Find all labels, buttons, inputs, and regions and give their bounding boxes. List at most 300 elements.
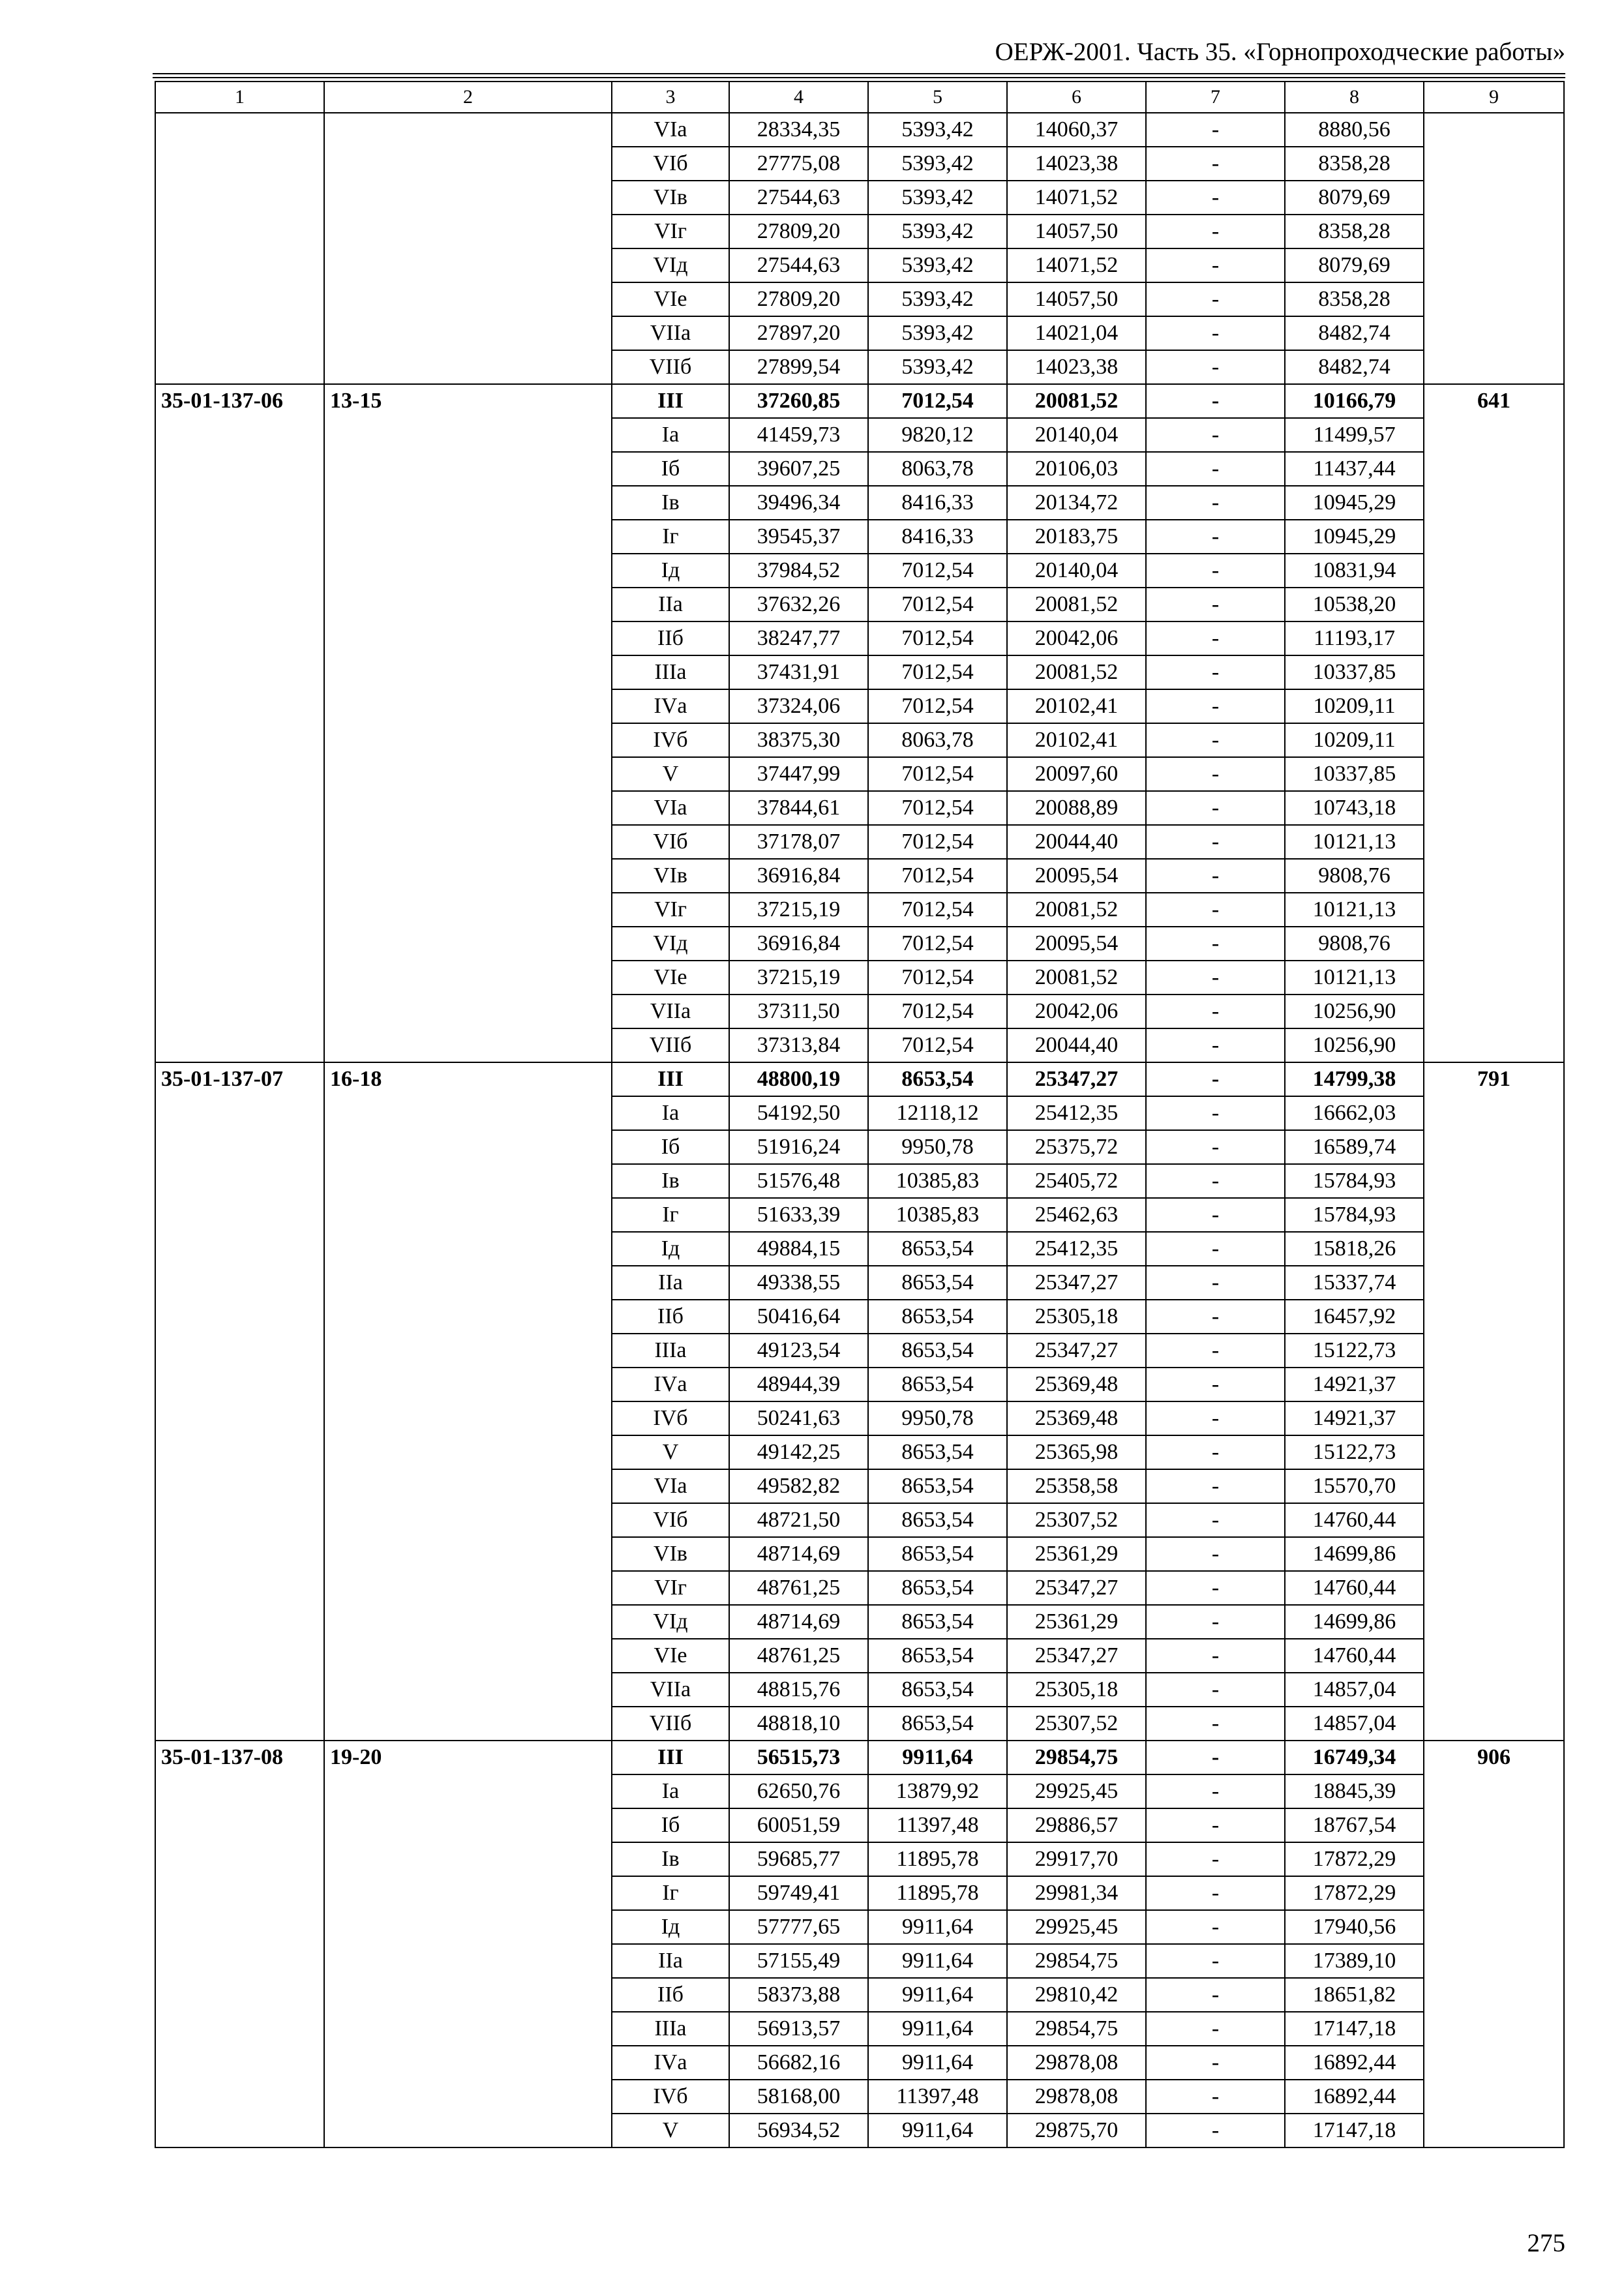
machinists-wages-cell: - — [1146, 825, 1285, 859]
header-rule — [153, 73, 1565, 74]
materials-cell: 17389,10 — [1285, 1944, 1424, 1978]
materials-cell: 15122,73 — [1285, 1435, 1424, 1469]
wages-cell: 7012,54 — [868, 791, 1007, 825]
wages-cell: 5393,42 — [868, 316, 1007, 350]
machines-cell: 29810,42 — [1007, 1978, 1146, 2012]
wages-cell: 9911,64 — [868, 1741, 1007, 1774]
wages-cell: 5393,42 — [868, 350, 1007, 384]
machinists-wages-cell: - — [1146, 2012, 1285, 2046]
wages-cell: 8653,54 — [868, 1571, 1007, 1605]
wages-cell: 7012,54 — [868, 689, 1007, 723]
wages-cell: 5393,42 — [868, 181, 1007, 215]
zone-cell: IVб — [612, 2080, 729, 2114]
total-cost-cell: 27899,54 — [729, 350, 868, 384]
wages-cell: 8063,78 — [868, 452, 1007, 486]
zone-cell: VIе — [612, 282, 729, 316]
machinists-wages-cell: - — [1146, 995, 1285, 1028]
wages-cell: 7012,54 — [868, 927, 1007, 961]
total-cost-cell: 37324,06 — [729, 689, 868, 723]
machines-cell: 25347,27 — [1007, 1571, 1146, 1605]
machines-cell: 25369,48 — [1007, 1368, 1146, 1401]
machinists-wages-cell: - — [1146, 1842, 1285, 1876]
machinists-wages-cell: - — [1146, 1028, 1285, 1062]
materials-cell: 8880,56 — [1285, 113, 1424, 147]
machines-cell: 25405,72 — [1007, 1164, 1146, 1198]
column-number-cell: 5 — [868, 82, 1007, 113]
materials-cell: 15337,74 — [1285, 1266, 1424, 1300]
wages-cell: 5393,42 — [868, 215, 1007, 248]
zone-cell: VIIб — [612, 1028, 729, 1062]
machines-cell: 25361,29 — [1007, 1537, 1146, 1571]
materials-cell: 9808,76 — [1285, 859, 1424, 893]
machinists-wages-cell: - — [1146, 1469, 1285, 1503]
machinists-wages-cell: - — [1146, 452, 1285, 486]
materials-cell: 16892,44 — [1285, 2046, 1424, 2080]
table-row — [155, 384, 1564, 418]
zone-cell: VIе — [612, 1639, 729, 1673]
wages-cell: 7012,54 — [868, 825, 1007, 859]
machinists-wages-cell: - — [1146, 316, 1285, 350]
machines-cell: 20140,04 — [1007, 418, 1146, 452]
machines-cell: 25375,72 — [1007, 1130, 1146, 1164]
rate-cell: 791 — [1424, 1062, 1564, 1741]
wages-cell: 5393,42 — [868, 113, 1007, 147]
materials-cell: 10538,20 — [1285, 588, 1424, 621]
wages-cell: 7012,54 — [868, 859, 1007, 893]
zone-cell: Iа — [612, 1096, 729, 1130]
materials-cell: 16662,03 — [1285, 1096, 1424, 1130]
column-number-cell: 8 — [1285, 82, 1424, 113]
total-cost-cell: 49582,82 — [729, 1469, 868, 1503]
wages-cell: 7012,54 — [868, 588, 1007, 621]
machines-cell: 29854,75 — [1007, 1944, 1146, 1978]
machines-cell: 20042,06 — [1007, 995, 1146, 1028]
machinists-wages-cell: - — [1146, 588, 1285, 621]
machinists-wages-cell: - — [1146, 1164, 1285, 1198]
machines-cell: 25307,52 — [1007, 1707, 1146, 1741]
machinists-wages-cell: - — [1146, 1639, 1285, 1673]
wages-cell: 8653,54 — [868, 1062, 1007, 1096]
machines-cell: 20097,60 — [1007, 757, 1146, 791]
materials-cell: 10945,29 — [1285, 486, 1424, 520]
materials-cell: 10831,94 — [1285, 554, 1424, 588]
total-cost-cell: 37178,07 — [729, 825, 868, 859]
total-cost-cell: 54192,50 — [729, 1096, 868, 1130]
machinists-wages-cell: - — [1146, 1096, 1285, 1130]
zone-cell: Iд — [612, 554, 729, 588]
machines-cell: 20102,41 — [1007, 723, 1146, 757]
materials-cell: 8358,28 — [1285, 282, 1424, 316]
materials-cell: 16589,74 — [1285, 1130, 1424, 1164]
total-cost-cell: 50241,63 — [729, 1401, 868, 1435]
total-cost-cell: 37260,85 — [729, 384, 868, 418]
wages-cell: 7012,54 — [868, 995, 1007, 1028]
machines-cell: 20106,03 — [1007, 452, 1146, 486]
machinists-wages-cell: - — [1146, 961, 1285, 995]
total-cost-cell: 48800,19 — [729, 1062, 868, 1096]
machines-cell: 20095,54 — [1007, 859, 1146, 893]
machines-cell: 29925,45 — [1007, 1774, 1146, 1808]
total-cost-cell: 48714,69 — [729, 1537, 868, 1571]
machines-cell: 14023,38 — [1007, 147, 1146, 181]
column-number-cell: 1 — [155, 82, 324, 113]
machinists-wages-cell: - — [1146, 1503, 1285, 1537]
code-cell: 35-01-137-07 — [155, 1062, 324, 1741]
machines-cell: 20044,40 — [1007, 1028, 1146, 1062]
machines-cell: 25365,98 — [1007, 1435, 1146, 1469]
total-cost-cell: 49884,15 — [729, 1232, 868, 1266]
machinists-wages-cell: - — [1146, 1130, 1285, 1164]
materials-cell: 14760,44 — [1285, 1571, 1424, 1605]
machinists-wages-cell: - — [1146, 689, 1285, 723]
wages-cell: 9911,64 — [868, 1978, 1007, 2012]
total-cost-cell: 37313,84 — [729, 1028, 868, 1062]
total-cost-cell: 27775,08 — [729, 147, 868, 181]
machinists-wages-cell: - — [1146, 1605, 1285, 1639]
zone-cell: VIIа — [612, 995, 729, 1028]
wages-cell: 12118,12 — [868, 1096, 1007, 1130]
total-cost-cell: 37447,99 — [729, 757, 868, 791]
column-number-cell: 6 — [1007, 82, 1146, 113]
machinists-wages-cell: - — [1146, 1944, 1285, 1978]
zone-cell: VIб — [612, 147, 729, 181]
machinists-wages-cell: - — [1146, 1876, 1285, 1910]
wages-cell: 7012,54 — [868, 655, 1007, 689]
machinists-wages-cell: - — [1146, 1774, 1285, 1808]
zone-cell: VIв — [612, 181, 729, 215]
total-cost-cell: 37431,91 — [729, 655, 868, 689]
machinists-wages-cell: - — [1146, 723, 1285, 757]
wages-cell: 9911,64 — [868, 2046, 1007, 2080]
machinists-wages-cell: - — [1146, 1435, 1285, 1469]
machinists-wages-cell: - — [1146, 1537, 1285, 1571]
machines-cell: 29886,57 — [1007, 1808, 1146, 1842]
wages-cell: 5393,42 — [868, 282, 1007, 316]
wages-cell: 9911,64 — [868, 2012, 1007, 2046]
total-cost-cell: 56515,73 — [729, 1741, 868, 1774]
machinists-wages-cell: - — [1146, 893, 1285, 927]
zone-cell: IVа — [612, 1368, 729, 1401]
wages-cell: 7012,54 — [868, 893, 1007, 927]
wages-cell: 11397,48 — [868, 1808, 1007, 1842]
machinists-wages-cell: - — [1146, 1062, 1285, 1096]
wages-cell: 8063,78 — [868, 723, 1007, 757]
machines-cell: 29854,75 — [1007, 1741, 1146, 1774]
page-number: 275 — [1527, 2229, 1565, 2257]
total-cost-cell: 37311,50 — [729, 995, 868, 1028]
wages-cell: 10385,83 — [868, 1198, 1007, 1232]
wages-cell: 11895,78 — [868, 1842, 1007, 1876]
wages-cell: 5393,42 — [868, 248, 1007, 282]
zone-cell: V — [612, 2114, 729, 2147]
machinists-wages-cell: - — [1146, 1266, 1285, 1300]
machinists-wages-cell: - — [1146, 1232, 1285, 1266]
machines-cell: 25412,35 — [1007, 1232, 1146, 1266]
wages-cell: 9911,64 — [868, 2114, 1007, 2147]
materials-cell: 16749,34 — [1285, 1741, 1424, 1774]
ref-cell: 16-18 — [324, 1062, 612, 1741]
wages-cell: 8653,54 — [868, 1469, 1007, 1503]
machines-cell: 25369,48 — [1007, 1401, 1146, 1435]
zone-cell: VIа — [612, 1469, 729, 1503]
materials-cell: 8482,74 — [1285, 316, 1424, 350]
materials-cell: 8482,74 — [1285, 350, 1424, 384]
machines-cell: 25358,58 — [1007, 1469, 1146, 1503]
total-cost-cell: 56682,16 — [729, 2046, 868, 2080]
zone-cell: Iа — [612, 418, 729, 452]
rates-table — [155, 81, 1565, 2148]
wages-cell: 7012,54 — [868, 621, 1007, 655]
materials-cell: 14760,44 — [1285, 1639, 1424, 1673]
machines-cell: 29878,08 — [1007, 2080, 1146, 2114]
zone-cell: VIIа — [612, 1673, 729, 1707]
zone-cell: VIг — [612, 893, 729, 927]
total-cost-cell: 56913,57 — [729, 2012, 868, 2046]
zone-cell: IIа — [612, 1944, 729, 1978]
materials-cell: 18767,54 — [1285, 1808, 1424, 1842]
zone-cell: III — [612, 384, 729, 418]
machinists-wages-cell: - — [1146, 554, 1285, 588]
zone-cell: VIд — [612, 1605, 729, 1639]
column-number-cell: 4 — [729, 82, 868, 113]
zone-cell: IVа — [612, 689, 729, 723]
materials-cell: 18845,39 — [1285, 1774, 1424, 1808]
zone-cell: VIд — [612, 248, 729, 282]
machinists-wages-cell: - — [1146, 859, 1285, 893]
total-cost-cell: 37215,19 — [729, 961, 868, 995]
wages-cell: 8653,54 — [868, 1707, 1007, 1741]
zone-cell: V — [612, 757, 729, 791]
materials-cell: 11193,17 — [1285, 621, 1424, 655]
machines-cell: 25462,63 — [1007, 1198, 1146, 1232]
total-cost-cell: 49142,25 — [729, 1435, 868, 1469]
wages-cell: 8653,54 — [868, 1300, 1007, 1334]
machines-cell: 14021,04 — [1007, 316, 1146, 350]
column-number-cell: 7 — [1146, 82, 1285, 113]
wages-cell: 8653,54 — [868, 1639, 1007, 1673]
total-cost-cell: 28334,35 — [729, 113, 868, 147]
table-row — [155, 113, 1564, 147]
materials-cell: 10121,13 — [1285, 893, 1424, 927]
zone-cell: Iб — [612, 452, 729, 486]
wages-cell: 9820,12 — [868, 418, 1007, 452]
ref-cell — [324, 113, 612, 384]
machines-cell: 25361,29 — [1007, 1605, 1146, 1639]
machinists-wages-cell: - — [1146, 520, 1285, 554]
wages-cell: 11895,78 — [868, 1876, 1007, 1910]
materials-cell: 16892,44 — [1285, 2080, 1424, 2114]
total-cost-cell: 48714,69 — [729, 1605, 868, 1639]
machines-cell: 20081,52 — [1007, 588, 1146, 621]
machinists-wages-cell: - — [1146, 2080, 1285, 2114]
materials-cell: 10337,85 — [1285, 757, 1424, 791]
materials-cell: 14699,86 — [1285, 1605, 1424, 1639]
zone-cell: IVб — [612, 723, 729, 757]
zone-cell: VIIб — [612, 350, 729, 384]
total-cost-cell: 39607,25 — [729, 452, 868, 486]
machines-cell: 20183,75 — [1007, 520, 1146, 554]
zone-cell: VIв — [612, 1537, 729, 1571]
total-cost-cell: 48761,25 — [729, 1639, 868, 1673]
wages-cell: 5393,42 — [868, 147, 1007, 181]
machinists-wages-cell: - — [1146, 1673, 1285, 1707]
wages-cell: 8653,54 — [868, 1266, 1007, 1300]
zone-cell: IIIа — [612, 1334, 729, 1368]
zone-cell: Iг — [612, 1876, 729, 1910]
rate-cell: 641 — [1424, 384, 1564, 1062]
machines-cell: 14057,50 — [1007, 215, 1146, 248]
machinists-wages-cell: - — [1146, 113, 1285, 147]
machinists-wages-cell: - — [1146, 1808, 1285, 1842]
machinists-wages-cell: - — [1146, 2114, 1285, 2147]
machines-cell: 25307,52 — [1007, 1503, 1146, 1537]
total-cost-cell: 27544,63 — [729, 248, 868, 282]
total-cost-cell: 37632,26 — [729, 588, 868, 621]
materials-cell: 18651,82 — [1285, 1978, 1424, 2012]
materials-cell: 10209,11 — [1285, 689, 1424, 723]
zone-cell: VIа — [612, 791, 729, 825]
machinists-wages-cell: - — [1146, 418, 1285, 452]
machines-cell: 20042,06 — [1007, 621, 1146, 655]
total-cost-cell: 56934,52 — [729, 2114, 868, 2147]
materials-cell: 8358,28 — [1285, 215, 1424, 248]
materials-cell: 17147,18 — [1285, 2114, 1424, 2147]
materials-cell: 17872,29 — [1285, 1876, 1424, 1910]
total-cost-cell: 38375,30 — [729, 723, 868, 757]
machines-cell: 25347,27 — [1007, 1062, 1146, 1096]
total-cost-cell: 58373,88 — [729, 1978, 868, 2012]
machines-cell: 20044,40 — [1007, 825, 1146, 859]
materials-cell: 15570,70 — [1285, 1469, 1424, 1503]
zone-cell: IVа — [612, 2046, 729, 2080]
materials-cell: 10945,29 — [1285, 520, 1424, 554]
materials-cell: 11499,57 — [1285, 418, 1424, 452]
zone-cell: IIа — [612, 1266, 729, 1300]
wages-cell: 8416,33 — [868, 486, 1007, 520]
wages-cell: 9911,64 — [868, 1910, 1007, 1944]
wages-cell: 7012,54 — [868, 554, 1007, 588]
wages-cell: 10385,83 — [868, 1164, 1007, 1198]
rate-cell — [1424, 113, 1564, 384]
header-rule-double — [153, 77, 1565, 78]
total-cost-cell: 51916,24 — [729, 1130, 868, 1164]
machinists-wages-cell: - — [1146, 621, 1285, 655]
materials-cell: 10743,18 — [1285, 791, 1424, 825]
zone-cell: V — [612, 1435, 729, 1469]
materials-cell: 15784,93 — [1285, 1164, 1424, 1198]
wages-cell: 8653,54 — [868, 1435, 1007, 1469]
machines-cell: 20095,54 — [1007, 927, 1146, 961]
machinists-wages-cell: - — [1146, 147, 1285, 181]
machinists-wages-cell: - — [1146, 1334, 1285, 1368]
zone-cell: IIIа — [612, 2012, 729, 2046]
materials-cell: 14857,04 — [1285, 1707, 1424, 1741]
zone-cell: Iв — [612, 1842, 729, 1876]
materials-cell: 14921,37 — [1285, 1368, 1424, 1401]
machines-cell: 29917,70 — [1007, 1842, 1146, 1876]
materials-cell: 10209,11 — [1285, 723, 1424, 757]
running-header: ОЕРЖ-2001. Часть 35. «Горнопроходческие работы» — [995, 38, 1565, 66]
total-cost-cell: 59749,41 — [729, 1876, 868, 1910]
code-cell — [155, 113, 324, 384]
total-cost-cell: 59685,77 — [729, 1842, 868, 1876]
machinists-wages-cell: - — [1146, 350, 1285, 384]
wages-cell: 8653,54 — [868, 1368, 1007, 1401]
wages-cell: 8653,54 — [868, 1503, 1007, 1537]
materials-cell: 15784,93 — [1285, 1198, 1424, 1232]
total-cost-cell: 48818,10 — [729, 1707, 868, 1741]
code-cell: 35-01-137-08 — [155, 1741, 324, 2147]
materials-cell: 10337,85 — [1285, 655, 1424, 689]
total-cost-cell: 37215,19 — [729, 893, 868, 927]
machines-cell: 20088,89 — [1007, 791, 1146, 825]
zone-cell: IIб — [612, 1300, 729, 1334]
zone-cell: VIIб — [612, 1707, 729, 1741]
zone-cell: III — [612, 1741, 729, 1774]
column-number-cell: 3 — [612, 82, 729, 113]
total-cost-cell: 57777,65 — [729, 1910, 868, 1944]
zone-cell: Iа — [612, 1774, 729, 1808]
total-cost-cell: 36916,84 — [729, 927, 868, 961]
zone-cell: Iв — [612, 1164, 729, 1198]
ref-cell: 19-20 — [324, 1741, 612, 2147]
materials-cell: 10166,79 — [1285, 384, 1424, 418]
code-cell: 35-01-137-06 — [155, 384, 324, 1062]
machines-cell: 20081,52 — [1007, 893, 1146, 927]
materials-cell: 10121,13 — [1285, 825, 1424, 859]
machines-cell: 20140,04 — [1007, 554, 1146, 588]
zone-cell: III — [612, 1062, 729, 1096]
zone-cell: IIб — [612, 621, 729, 655]
materials-cell: 14760,44 — [1285, 1503, 1424, 1537]
materials-cell: 14857,04 — [1285, 1673, 1424, 1707]
machines-cell: 20081,52 — [1007, 655, 1146, 689]
materials-cell: 10256,90 — [1285, 995, 1424, 1028]
machines-cell: 14023,38 — [1007, 350, 1146, 384]
table-body — [155, 82, 1564, 2147]
zone-cell: Iд — [612, 1910, 729, 1944]
machinists-wages-cell: - — [1146, 1198, 1285, 1232]
total-cost-cell: 57155,49 — [729, 1944, 868, 1978]
total-cost-cell: 51633,39 — [729, 1198, 868, 1232]
machinists-wages-cell: - — [1146, 282, 1285, 316]
wages-cell: 9911,64 — [868, 1944, 1007, 1978]
zone-cell: Iб — [612, 1808, 729, 1842]
materials-cell: 15818,26 — [1285, 1232, 1424, 1266]
machines-cell: 20134,72 — [1007, 486, 1146, 520]
wages-cell: 8653,54 — [868, 1232, 1007, 1266]
total-cost-cell: 48944,39 — [729, 1368, 868, 1401]
machinists-wages-cell: - — [1146, 2046, 1285, 2080]
machines-cell: 20081,52 — [1007, 384, 1146, 418]
materials-cell: 14921,37 — [1285, 1401, 1424, 1435]
zone-cell: VIе — [612, 961, 729, 995]
materials-cell: 17872,29 — [1285, 1842, 1424, 1876]
zone-cell: IVб — [612, 1401, 729, 1435]
wages-cell: 7012,54 — [868, 961, 1007, 995]
machinists-wages-cell: - — [1146, 1571, 1285, 1605]
machines-cell: 25347,27 — [1007, 1639, 1146, 1673]
materials-cell: 8358,28 — [1285, 147, 1424, 181]
machinists-wages-cell: - — [1146, 1910, 1285, 1944]
total-cost-cell: 48721,50 — [729, 1503, 868, 1537]
total-cost-cell: 36916,84 — [729, 859, 868, 893]
zone-cell: VIб — [612, 825, 729, 859]
machinists-wages-cell: - — [1146, 486, 1285, 520]
machines-cell: 25305,18 — [1007, 1673, 1146, 1707]
machines-cell: 29925,45 — [1007, 1910, 1146, 1944]
zone-cell: Iг — [612, 520, 729, 554]
